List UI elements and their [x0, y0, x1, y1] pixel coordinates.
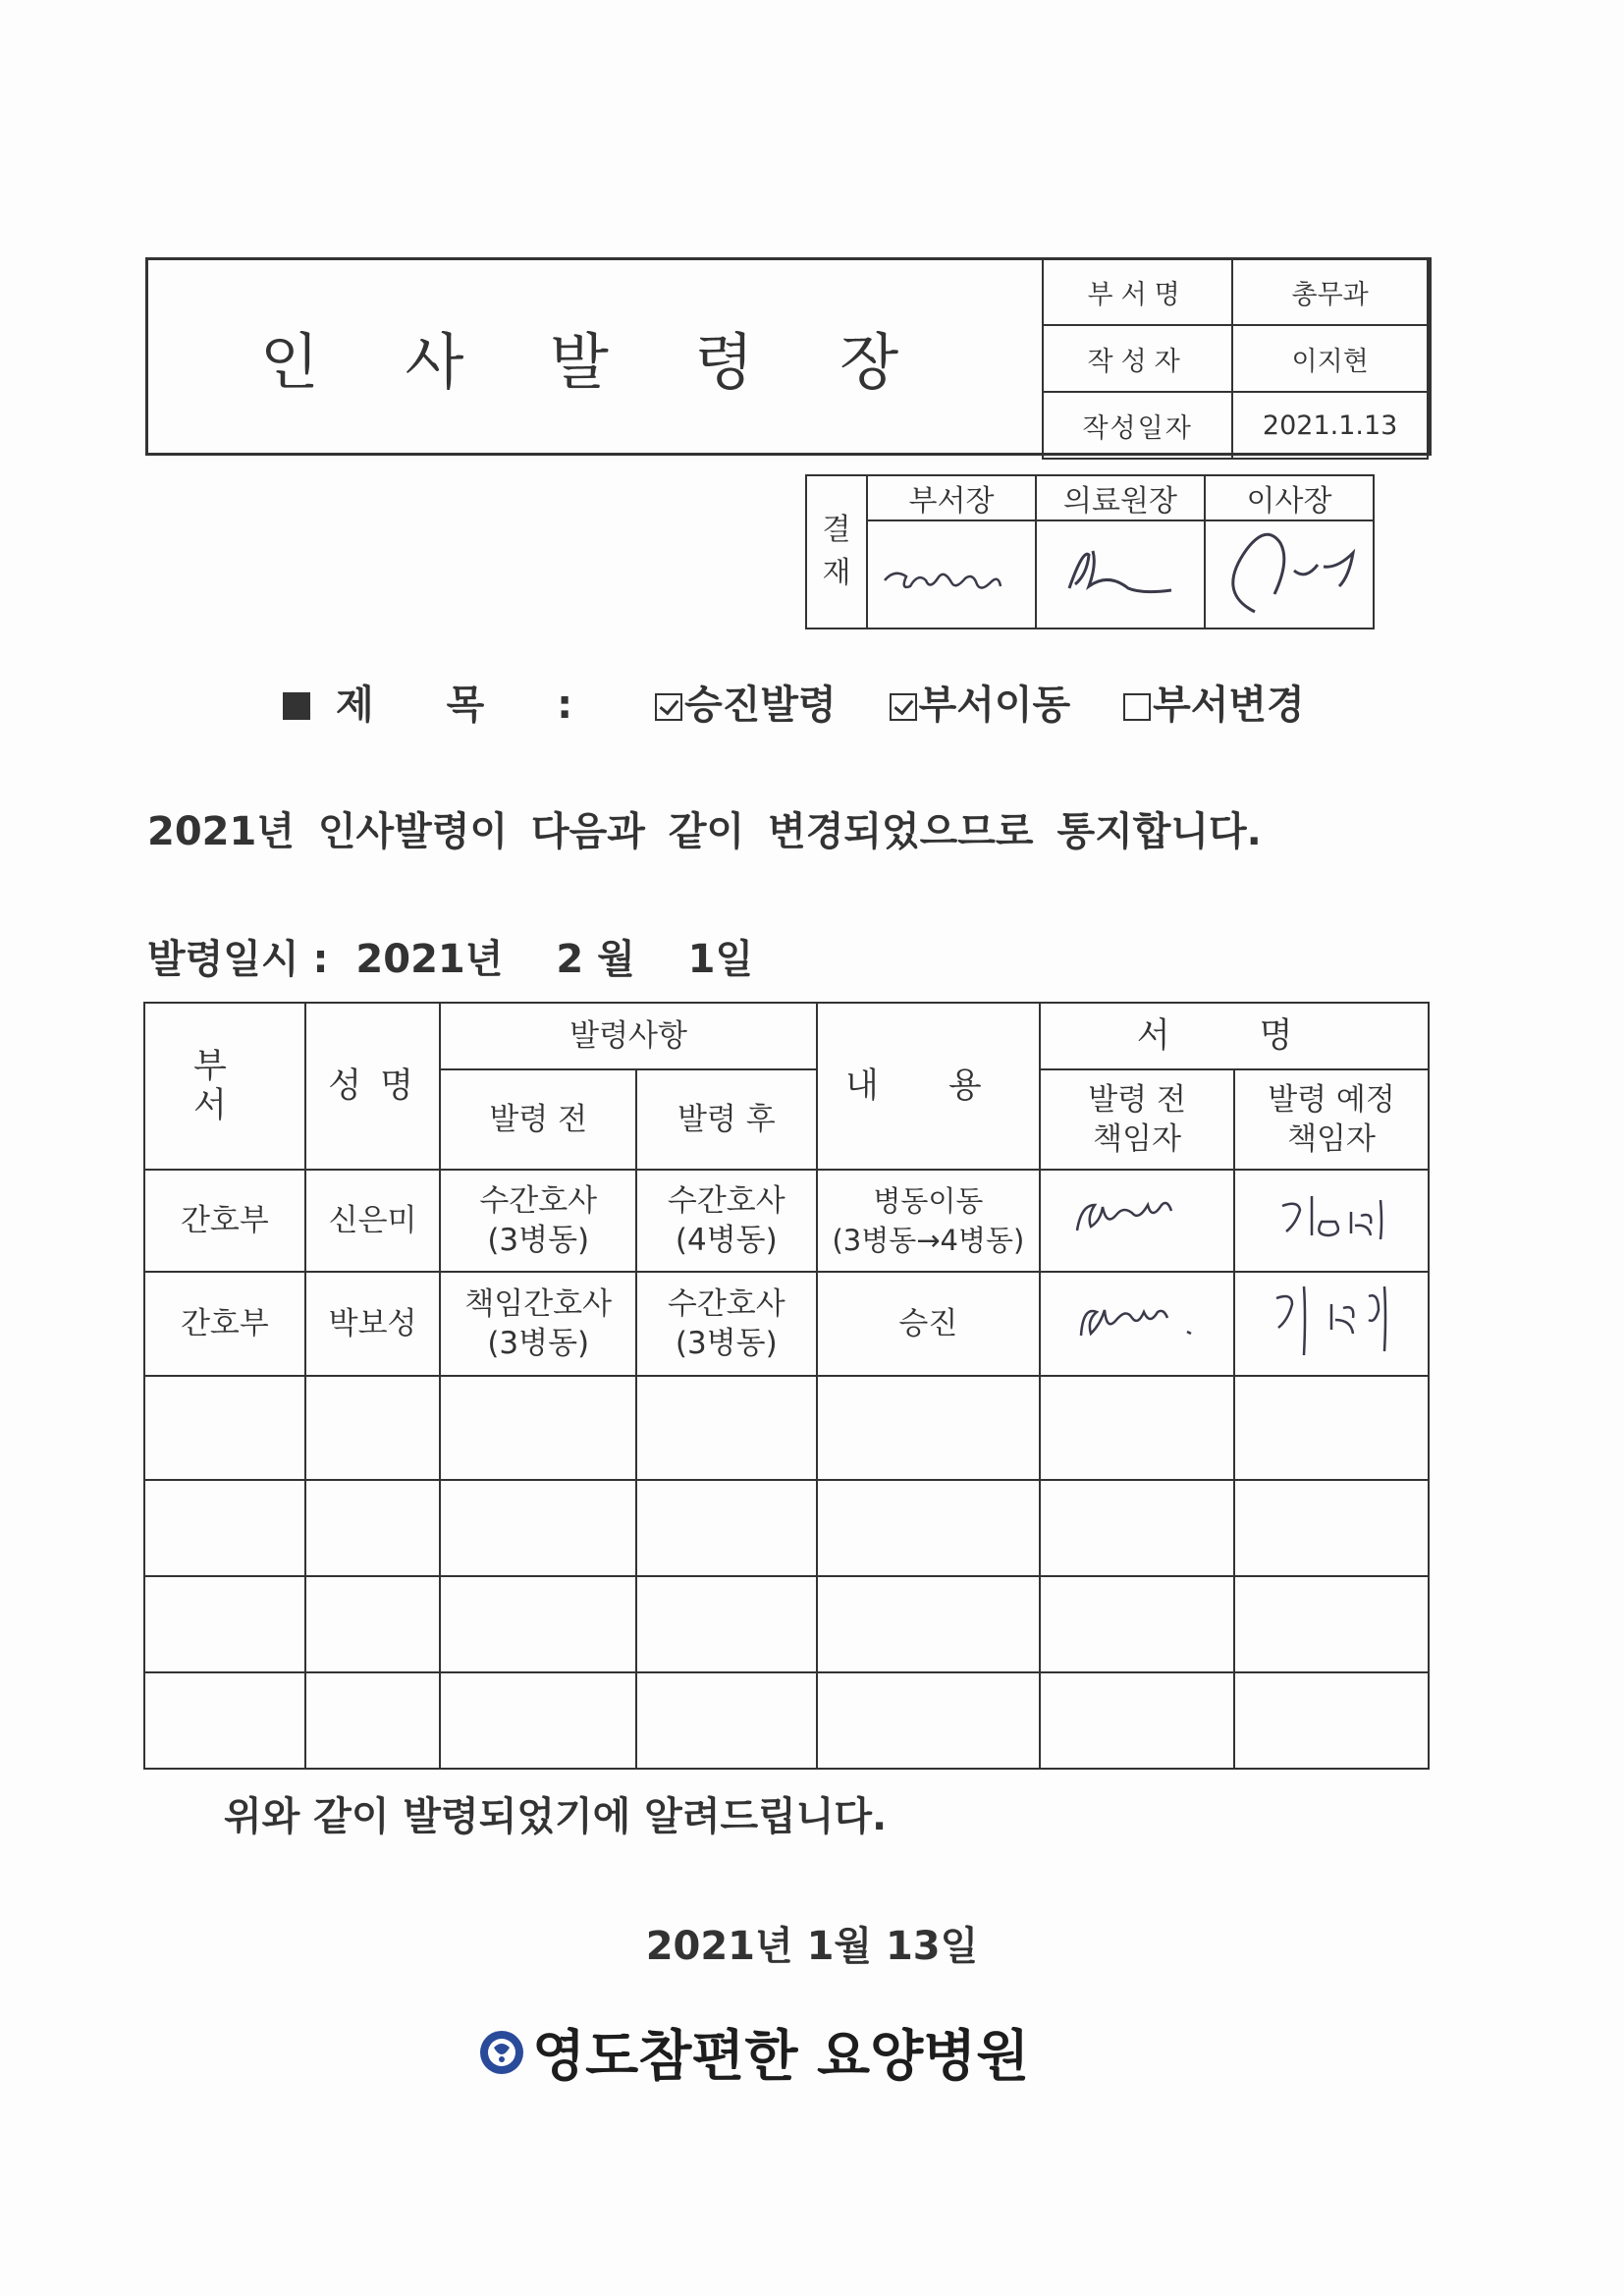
table-row	[144, 1272, 1429, 1376]
header-name: 성 명	[305, 1003, 441, 1170]
meta-label-date: 작성일자	[1043, 392, 1232, 459]
table-row	[144, 1170, 1429, 1272]
subject-label: 제 목 :	[336, 683, 603, 728]
approval-label: 결재	[806, 475, 867, 629]
signature-after-cell	[1234, 1170, 1429, 1272]
hospital-logo-icon	[477, 2028, 526, 2077]
checkbox-empty-icon[interactable]	[1123, 693, 1151, 721]
cell-content: 승진	[817, 1272, 1041, 1376]
document-title: 인 사 발 령 장	[259, 325, 933, 398]
organization-name: 영도참편한 요양병원	[532, 2025, 1030, 2089]
header-dept: 부 서	[144, 1003, 305, 1170]
header-sign: 서 명	[1040, 1003, 1429, 1069]
table-row	[144, 1480, 1429, 1576]
meta-value-department: 총무과	[1232, 258, 1428, 325]
approval-col-chairman: 이사장	[1205, 475, 1374, 520]
cell-name: 신은미	[305, 1170, 441, 1272]
organization	[477, 2013, 1029, 2092]
checkbox-checked-icon[interactable]	[655, 693, 682, 721]
header-meta-table	[1042, 257, 1429, 460]
subject-option-transfer[interactable]: 부서이동	[890, 683, 1071, 728]
intro-text: 2021년 인사발령이 다음과 같이 변경되었으므로 통지합니다.	[147, 809, 1262, 854]
header-sign-after: 발령 예정 책임자	[1234, 1069, 1429, 1170]
table-row	[144, 1672, 1429, 1769]
meta-label-author: 작성자	[1043, 325, 1232, 392]
closing-text: 위와 같이 발령되었기에 알려드립니다.	[224, 1794, 888, 1839]
subject-option-promotion[interactable]: 승진발령	[655, 683, 837, 728]
personnel-order-table	[143, 1002, 1430, 1770]
effective-date-month: 2 월	[556, 937, 635, 982]
effective-date-label: 발령일시 :	[147, 937, 329, 982]
approval-table	[805, 474, 1375, 629]
cell-before: 책임간호사 (3병동)	[440, 1272, 636, 1376]
header-order: 발령사항	[440, 1003, 816, 1069]
cell-before: 수간호사 (3병동)	[440, 1170, 636, 1272]
header-before: 발령 전	[440, 1069, 636, 1170]
signature-before-cell	[1040, 1170, 1234, 1272]
signature-dept-head	[867, 520, 1036, 629]
signature-director	[1036, 520, 1205, 629]
bullet-square-icon	[283, 692, 310, 720]
meta-label-department: 부서명	[1043, 258, 1232, 325]
approval-col-director: 의료원장	[1036, 475, 1205, 520]
table-row	[144, 1376, 1429, 1480]
header-content: 내 용	[817, 1003, 1041, 1170]
effective-date	[147, 928, 767, 984]
cell-after: 수간호사 (3병동)	[636, 1272, 817, 1376]
checkbox-checked-icon[interactable]	[890, 693, 917, 721]
subject-line	[283, 674, 1305, 730]
meta-value-author: 이지현	[1232, 325, 1428, 392]
header-after: 발령 후	[636, 1069, 817, 1170]
subject-option-change[interactable]: 부서변경	[1123, 683, 1305, 728]
signature-after-cell	[1234, 1272, 1429, 1376]
approval-col-dept-head: 부서장	[867, 475, 1036, 520]
cell-dept: 간호부	[144, 1170, 305, 1272]
issue-date: 2021년 1월 13일	[645, 1924, 979, 1969]
header-sign-before: 발령 전 책임자	[1040, 1069, 1234, 1170]
signature-before-cell	[1040, 1272, 1234, 1376]
meta-value-date: 2021.1.13	[1232, 392, 1428, 459]
effective-date-year: 2021년	[355, 937, 504, 982]
effective-date-day: 1일	[687, 937, 754, 982]
cell-after: 수간호사 (4병동)	[636, 1170, 817, 1272]
signature-chairman	[1205, 520, 1374, 629]
cell-content: 병동이동 (3병동→4병동)	[817, 1170, 1041, 1272]
cell-name: 박보성	[305, 1272, 441, 1376]
table-row	[144, 1576, 1429, 1672]
document-header	[145, 257, 1432, 456]
cell-dept: 간호부	[144, 1272, 305, 1376]
